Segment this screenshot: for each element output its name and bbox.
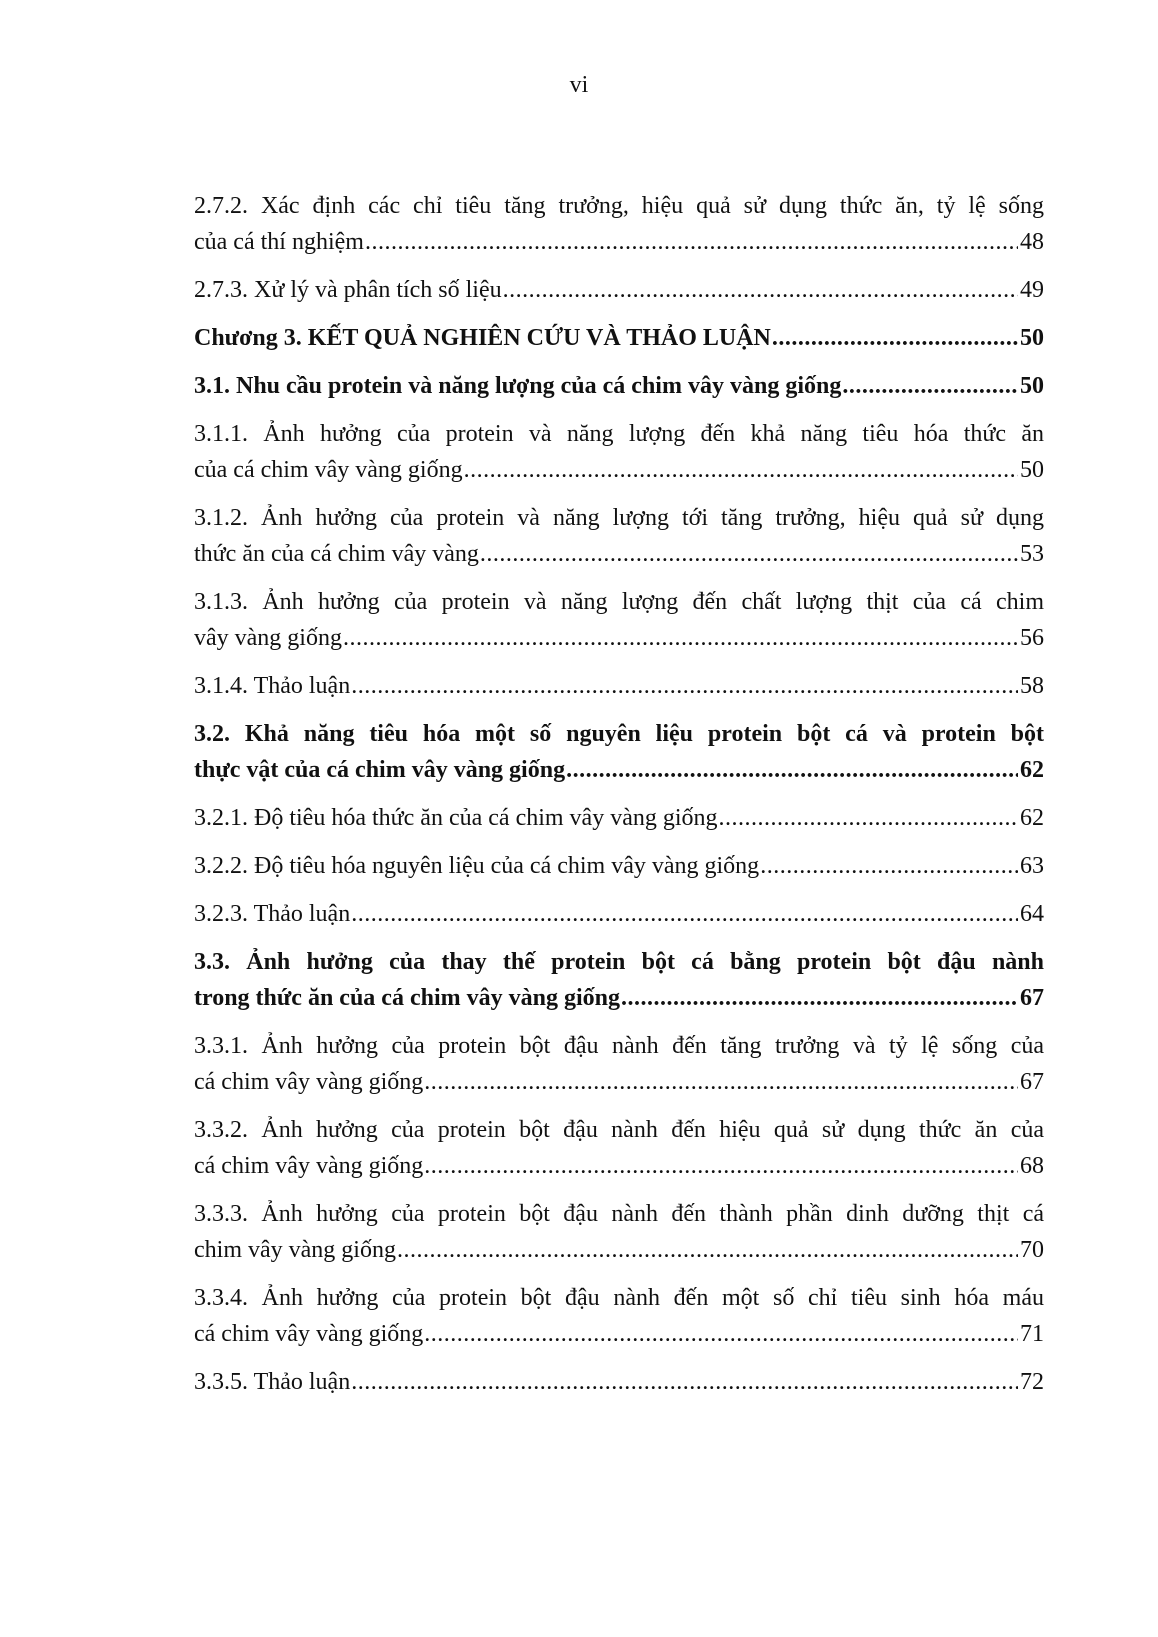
dot-leader [351,1364,1018,1400]
table-of-contents [194,188,1044,1412]
toc-entry-title-line: 2.7.2. Xác định các chỉ tiêu tăng trưởng, hiệu quả sử dụng thức ăn, tỷ lệ sống [194,193,1044,219]
toc-entry-page: 70 [1020,1237,1044,1263]
toc-entry-last-line [194,272,1044,308]
toc-entry-last-line [194,1148,1044,1184]
dot-leader [760,848,1018,884]
dot-leader [480,536,1018,572]
toc-entry[interactable] [194,368,1044,404]
toc-entry-last-line [194,368,1044,404]
toc-entry-last-line [194,668,1044,704]
toc-entry[interactable] [194,320,1044,356]
toc-entry-title-line: 3.3. Ảnh hưởng của thay thế protein bột cá bằng protein bột đậu nành [194,949,1044,975]
dot-leader [772,320,1018,356]
toc-entry-title: thức ăn của cá chim vây vàng [194,541,479,567]
toc-entry-last-line [194,800,1044,836]
toc-entry[interactable] [194,1196,1044,1268]
toc-entry-page: 62 [1020,805,1044,831]
dot-leader [424,1148,1018,1184]
toc-entry[interactable] [194,584,1044,656]
toc-entry[interactable] [194,848,1044,884]
toc-entry-last-line [194,620,1044,656]
toc-entry-page: 72 [1020,1369,1044,1395]
toc-entry-page: 68 [1020,1153,1044,1179]
dot-leader [351,896,1018,932]
toc-entry-page: 67 [1020,1069,1044,1095]
toc-entry-page: 58 [1020,673,1044,699]
toc-entry-last-line [194,980,1044,1016]
toc-entry[interactable] [194,896,1044,932]
dot-leader [424,1316,1018,1352]
toc-entry-title: Chương 3. KẾT QUẢ NGHIÊN CỨU VÀ THẢO LUẬN [194,325,771,351]
toc-entry-last-line [194,896,1044,932]
toc-entry[interactable] [194,944,1044,1016]
toc-entry-last-line [194,1064,1044,1100]
toc-entry-page: 48 [1020,229,1044,255]
toc-entry-page: 62 [1020,757,1044,783]
toc-entry[interactable] [194,668,1044,704]
toc-entry[interactable] [194,1280,1044,1352]
toc-entry-title: chim vây vàng giống [194,1237,396,1263]
toc-entry-page: 50 [1020,457,1044,483]
page-number: vi [569,72,589,98]
dot-leader [503,272,1018,308]
dot-leader [351,668,1018,704]
toc-entry-title-line: 3.1.1. Ảnh hưởng của protein và năng lượng đến khả năng tiêu hóa thức ăn [194,421,1044,447]
toc-entry-title-line: 3.3.3. Ảnh hưởng của protein bột đậu nành đến thành phần dinh dưỡng thịt cá [194,1201,1044,1227]
toc-entry-page: 64 [1020,901,1044,927]
toc-entry-title: của cá chim vây vàng giống [194,457,463,483]
toc-entry-page: 50 [1020,325,1044,351]
toc-entry-title-line: 3.1.3. Ảnh hưởng của protein và năng lượng đến chất lượng thịt của cá chim [194,589,1044,615]
toc-entry[interactable] [194,1112,1044,1184]
toc-entry[interactable] [194,716,1044,788]
dot-leader [566,752,1018,788]
toc-entry[interactable] [194,416,1044,488]
toc-entry-page: 50 [1020,373,1044,399]
dot-leader [397,1232,1018,1268]
toc-entry[interactable] [194,800,1044,836]
dot-leader [842,368,1018,404]
dot-leader [464,452,1018,488]
toc-entry-title: 3.2.3. Thảo luận [194,901,351,927]
dot-leader [343,620,1018,656]
toc-entry-title: 3.1.4. Thảo luận [194,673,351,699]
toc-entry-page: 56 [1020,625,1044,651]
toc-entry-title: cá chim vây vàng giống [194,1069,424,1095]
toc-entry-page: 49 [1020,277,1044,303]
toc-entry-title-line: 3.3.1. Ảnh hưởng của protein bột đậu nành đến tăng trưởng và tỷ lệ sống của [194,1033,1044,1059]
toc-entry[interactable] [194,500,1044,572]
toc-entry-title: trong thức ăn của cá chim vây vàng giống [194,985,620,1011]
toc-entry-last-line [194,320,1044,356]
toc-entry-title: cá chim vây vàng giống [194,1321,424,1347]
toc-entry-title-line: 3.2. Khả năng tiêu hóa một số nguyên liệu protein bột cá và protein bột [194,721,1044,747]
toc-entry-title: 2.7.3. Xử lý và phân tích số liệu [194,277,502,303]
toc-entry-last-line [194,536,1044,572]
toc-entry-last-line [194,1364,1044,1400]
toc-entry-title: 3.2.2. Độ tiêu hóa nguyên liệu của cá chim vây vàng giống [194,853,760,879]
dot-leader [365,224,1018,260]
toc-entry-last-line [194,452,1044,488]
toc-entry-title: vây vàng giống [194,625,342,651]
dot-leader [719,800,1018,836]
toc-entry-title-line: 3.1.2. Ảnh hưởng của protein và năng lượng tới tăng trưởng, hiệu quả sử dụng [194,505,1044,531]
toc-entry[interactable] [194,188,1044,260]
toc-entry-title: cá chim vây vàng giống [194,1153,424,1179]
toc-entry[interactable] [194,1364,1044,1400]
toc-entry-page: 63 [1020,853,1044,879]
toc-entry-last-line [194,1316,1044,1352]
toc-entry-last-line [194,752,1044,788]
toc-entry-page: 71 [1020,1321,1044,1347]
dot-leader [621,980,1018,1016]
toc-entry-title: của cá thí nghiệm [194,229,364,255]
toc-entry-last-line [194,848,1044,884]
toc-entry-page: 53 [1020,541,1044,567]
toc-entry-title: 3.2.1. Độ tiêu hóa thức ăn của cá chim vây vàng giống [194,805,718,831]
toc-entry-title-line: 3.3.2. Ảnh hưởng của protein bột đậu nành đến hiệu quả sử dụng thức ăn của [194,1117,1044,1143]
dot-leader [424,1064,1018,1100]
toc-entry[interactable] [194,1028,1044,1100]
toc-entry-title: 3.3.5. Thảo luận [194,1369,351,1395]
toc-entry-title-line: 3.3.4. Ảnh hưởng của protein bột đậu nành đến một số chỉ tiêu sinh hóa máu [194,1285,1044,1311]
toc-entry-last-line [194,224,1044,260]
toc-entry-page: 67 [1020,985,1044,1011]
toc-entry-title: 3.1. Nhu cầu protein và năng lượng của cá chim vây vàng giống [194,373,842,399]
toc-entry[interactable] [194,272,1044,308]
toc-entry-title: thực vật của cá chim vây vàng giống [194,757,566,783]
toc-entry-last-line [194,1232,1044,1268]
